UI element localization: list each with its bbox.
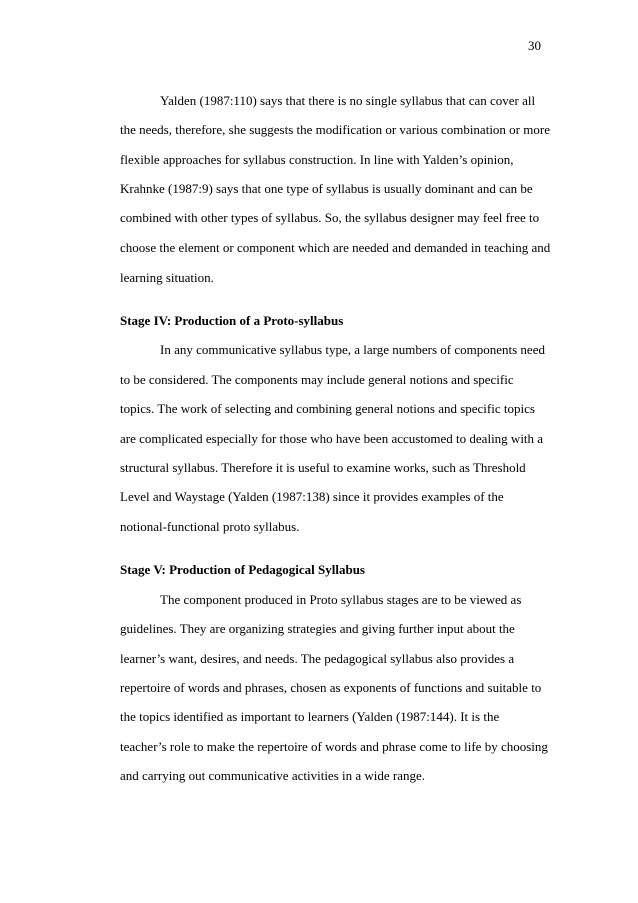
text-line: Yalden (1987:110) says that there is no single syllabus that can cover all bbox=[160, 93, 536, 108]
text-line: and carrying out communicative activities in a wide range. bbox=[120, 768, 426, 783]
text-line: to be considered. The components may include general notions and specific bbox=[120, 372, 514, 387]
section-heading-stage-v: Stage V: Production of Pedagogical Syllabus bbox=[120, 562, 365, 577]
text-line: structural syllabus. Therefore it is useful to examine works, such as Threshold bbox=[120, 460, 526, 475]
text-line: teacher’s role to make the repertoire of words and phrase come to life by choosing bbox=[120, 739, 548, 754]
text-line: choose the element or component which are needed and demanded in teaching and bbox=[120, 240, 551, 255]
text-line: flexible approaches for syllabus construction. In line with Yalden’s opinion, bbox=[120, 152, 514, 167]
text-line: are complicated especially for those who have been accustomed to dealing with a bbox=[120, 431, 544, 446]
text-line: In any communicative syllabus type, a large numbers of components need bbox=[160, 342, 545, 357]
text-line: Level and Waystage (Yalden (1987:138) since it provides examples of the bbox=[120, 489, 504, 504]
text-line: combined with other types of syllabus. So, the syllabus designer may feel free to bbox=[120, 210, 540, 225]
page-number: 30 bbox=[528, 38, 541, 53]
text-line: Krahnke (1987:9) says that one type of syllabus is usually dominant and can be bbox=[120, 181, 533, 196]
text-line: the needs, therefore, she suggests the modification or various combination or more bbox=[120, 122, 550, 137]
text-line: topics. The work of selecting and combining general notions and specific topics bbox=[120, 401, 535, 416]
text-line: learning situation. bbox=[120, 270, 214, 285]
text-line: notional-functional proto syllabus. bbox=[120, 519, 300, 534]
text-line: guidelines. They are organizing strategies and giving further input about the bbox=[120, 621, 515, 636]
text-line: learner’s want, desires, and needs. The pedagogical syllabus also provides a bbox=[120, 651, 515, 666]
text-line: the topics identified as important to learners (Yalden (1987:144). It is the bbox=[120, 709, 500, 724]
section-heading-stage-iv: Stage IV: Production of a Proto-syllabus bbox=[120, 313, 344, 328]
text-line: repertoire of words and phrases, chosen as exponents of functions and suitable to bbox=[120, 680, 542, 695]
text-line: The component produced in Proto syllabus stages are to be viewed as bbox=[160, 592, 522, 607]
